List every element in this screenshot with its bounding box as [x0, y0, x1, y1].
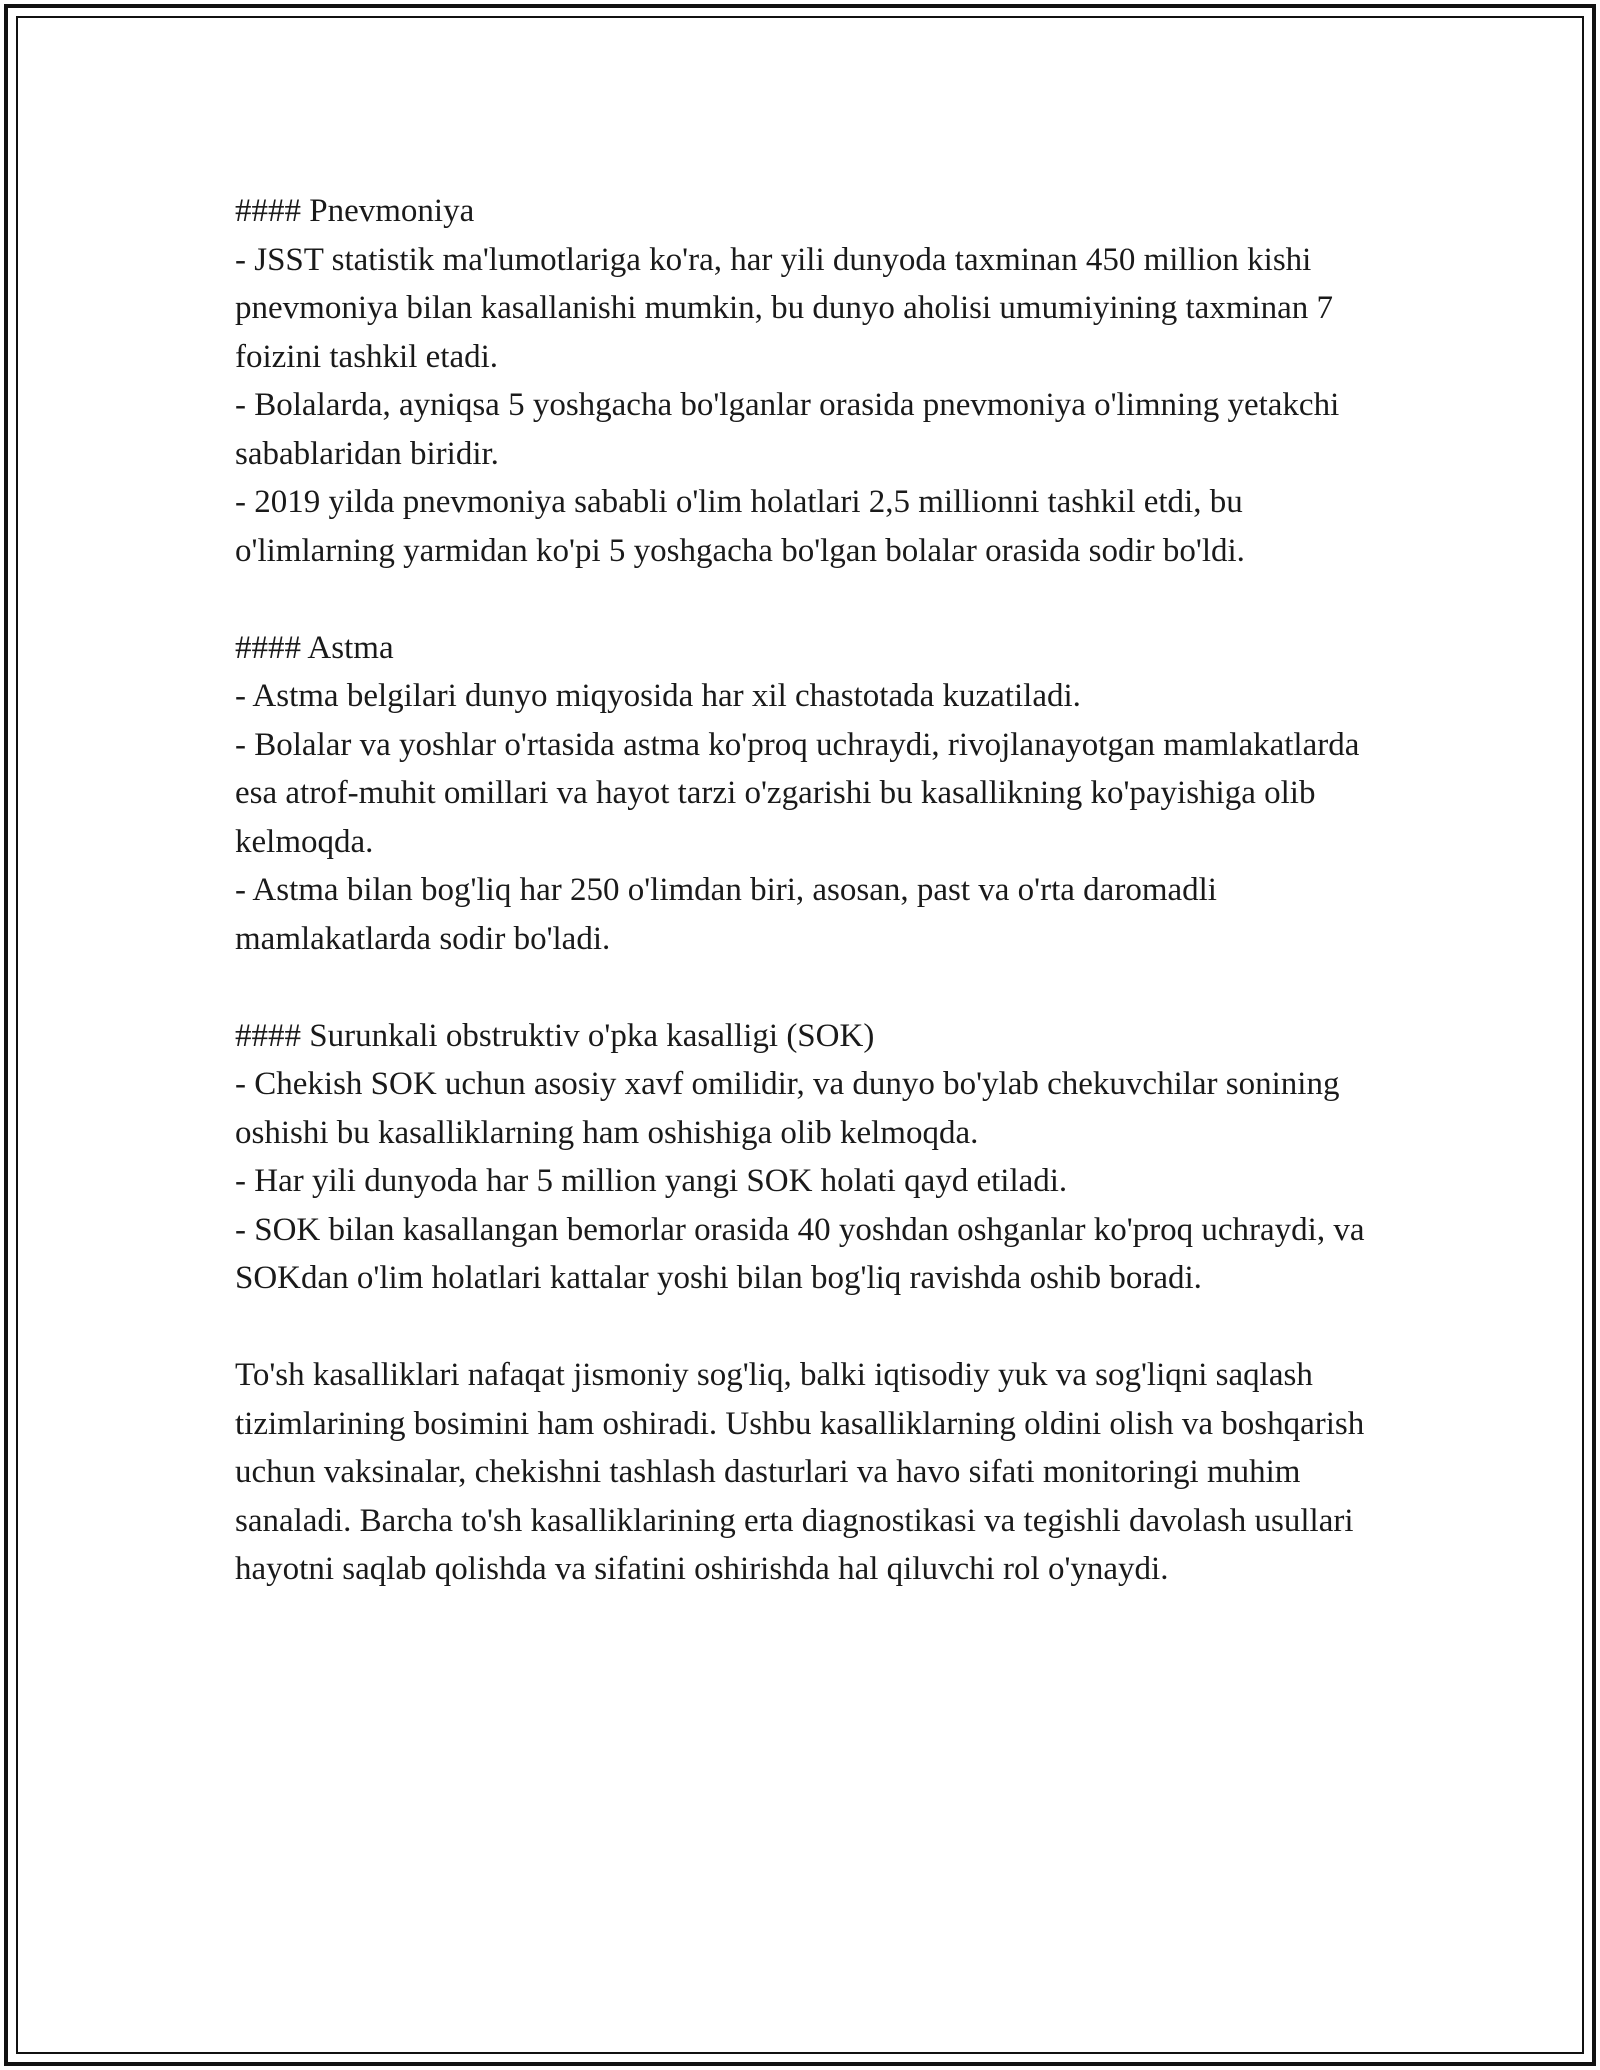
bullet-item: - 2019 yilda pnevmoniya sababli o'lim holatlari 2,5 millionni tashkil etdi, bu o'limlarning yarmidan ko'pi 5 yoshgacha bo'lgan bolalar orasida sodir bo'ldi. [235, 484, 1245, 569]
conclusion-paragraph: To'sh kasalliklari nafaqat jismoniy sog'liq, balki iqtisodiy yuk va sog'liqni saqlash tizimlarining bosimini ham oshiradi. Ushbu kasalliklarning oldini olish va boshqarish uchun vaksinalar, chekishni tashlash dasturlari va havo sifati monitoringi muhim sanaladi. Barcha to'sh kasalliklarining erta diagnostikasi va tegishli davolash usullari hayotni saqlab qolishda va sifatini oshirishda hal qiluvchi rol o'ynaydi. [235, 1357, 1365, 1587]
bullet-item: - Chekish SOK uchun asosiy xavf omilidir, va dunyo bo'ylab chekuvchilar sonining oshishi bu kasalliklarning ham oshishiga olib kelmoqda. [235, 1066, 1340, 1151]
bullet-item: - SOK bilan kasallangan bemorlar orasida 40 yoshdan oshganlar ko'proq uchraydi, va SOKdan o'lim holatlari kattalar yoshi bilan bog'liq ravishda oshib boradi. [235, 1211, 1365, 1296]
section-heading: #### Pnevmoniya [235, 193, 475, 229]
bullet-item: - Astma belgilari dunyo miqyosida har xil chastotada kuzatiladi. [235, 678, 1081, 714]
bullet-item: - Astma bilan bog'liq har 250 o'limdan biri, asosan, past va o'rta daromadli mamlakatlarda sodir bo'ladi. [235, 872, 1217, 957]
section-astma [235, 624, 1385, 964]
bullet-item: - Har yili dunyoda har 5 million yangi SOK holati qayd etiladi. [235, 1163, 1068, 1199]
bullet-item: - Bolalar va yoshlar o'rtasida astma ko'proq uchraydi, rivojlanayotgan mamlakatlarda esa atrof-muhit omillari va hayot tarzi o'zgarishi bu kasallikning ko'payishiga olib kelmoqda. [235, 726, 1360, 860]
section-sok [235, 1012, 1385, 1303]
bullet-item: - Bolalarda, ayniqsa 5 yoshgacha bo'lganlar orasida pnevmoniya o'limning yetakchi sabablaridan biridir. [235, 387, 1340, 472]
section-heading: #### Surunkali obstruktiv o'pka kasalligi (SOK) [235, 1017, 875, 1054]
section-pnevmoniya [235, 187, 1385, 575]
section-heading: #### Astma [235, 629, 394, 666]
bullet-item: - JSST statistik ma'lumotlariga ko'ra, har yili dunyoda taxminan 450 million kishi pnevmoniya bilan kasallanishi mumkin, bu dunyo aholisi umumiyining taxminan 7 foizini tashkil etadi. [235, 241, 1334, 375]
document-body [235, 187, 1385, 1594]
